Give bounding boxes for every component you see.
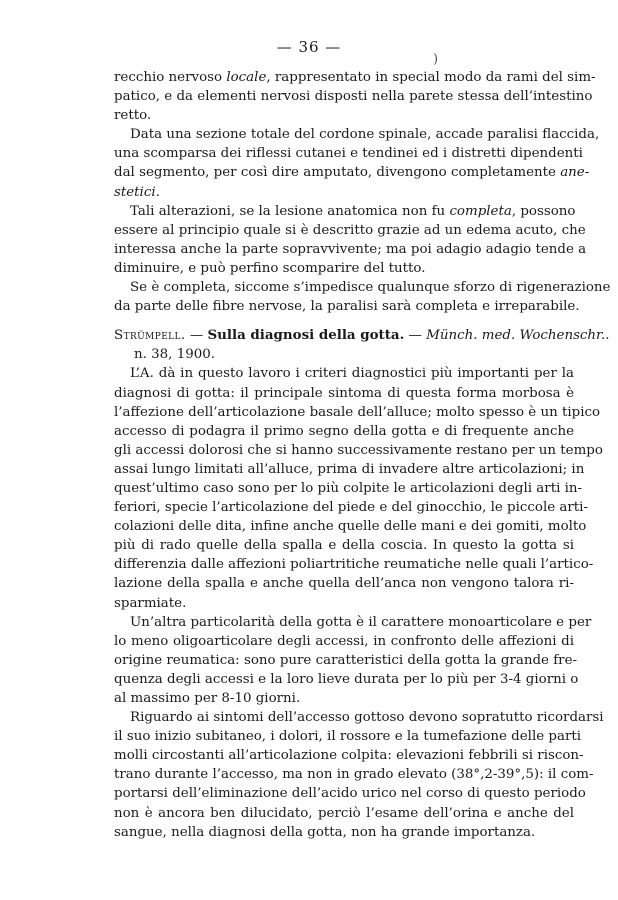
text-line: dal segmento, per così dire amputato, divengono completamente ane- [114,165,590,181]
text-line: differenzia dalle affezioni poliartritiche reumatiche nelle quali l’artico- [114,557,594,573]
text-line: diminuire, e può perfino scomparire del tutto. [114,260,426,276]
article-heading: Strümpell. — Sulla diagnosi della gotta. — Münch. med. Wochenschr.. [114,327,610,344]
text-line: Tali alterazioni, se la lesione anatomica non fu completa, possono [130,203,576,219]
text-line: Data una sezione totale del cordone spinale, accade paralisi flaccida, [130,127,600,143]
text-line: recchio nervoso locale, rappresentato in special modo da rami del sim- [114,70,596,85]
text-line: portarsi dell’eliminazione dell’acido urico nel corso di questo periodo [114,786,586,802]
text-line: sangue, nella diagnosi della gotta, non ha grande importanza. [114,824,536,840]
text-line: lo meno oligoarticolare degli accessi, in confronto delle affezioni di [114,633,574,649]
text-line: essere al principio quale si è descritto grazie ad un edema acuto, che [114,222,586,238]
text-line: trano durante l’accesso, ma non in grado elevato (38°,2-39°,5): il com- [114,767,594,783]
article-citation: n. 38, 1900. [134,347,216,363]
text-line: patico, e da elementi nervosi disposti nella parete stessa dell’intestino [114,89,593,105]
text-line: Riguardo ai sintomi dell’accesso gottoso devono sopratutto ricordarsi [130,710,604,726]
article-author: Strümpell. [114,328,186,344]
text-line: al massimo per 8-10 giorni. [114,691,301,706]
text-line: Se è completa, siccome s’impedisce qualunque sforzo di rigenerazione [130,280,611,296]
text-line: molli circostanti all’articolazione colpita: elevazioni febbrili si riscon- [114,748,584,764]
text-line: stetici. [114,184,160,200]
text-line: origine reumatica: sono pure caratteristici della gotta la grande fre- [114,652,578,668]
text-line: non è ancora ben dilucidato, perciò l’esame dell’orina e anche del [114,805,574,821]
text-line: colazioni delle dita, infine anche quelle delle mani e dei gomiti, molto [114,519,587,535]
text-line: diagnosi di gotta: il principale sintoma di questa forma morbosa è [114,385,574,401]
text-line: lazione della spalla e anche quella dell’anca non vengono talora ri- [114,576,574,592]
body-text [114,68,611,842]
margin-mark: ) [433,52,439,67]
text-line: da parte delle fibre nervose, la paralisi sarà completa e irreparabile. [114,299,580,315]
text-line: retto. [114,108,152,124]
article-title: Sulla diagnosi della gotta. [207,327,405,344]
text-line: sparmiate. [114,595,187,611]
text-line: gli accessi dolorosi che si hanno successivamente restano per un tempo [114,442,603,458]
text-line: una scomparsa dei riflessi cutanei e tendinei ed i distretti dipendenti [114,146,583,162]
text-line: L’A. dà in questo lavoro i criteri diagnostici più importanti per la [130,366,574,382]
text-line: l’affezione dell’articolazione basale dell’alluce; molto spesso è un tipico [114,404,601,420]
text-line: assai lungo limitati all’alluce, prima di invadere altre articolazioni; in [114,461,585,477]
text-line: accesso di podagra il primo segno della gotta e di frequente anche [114,423,574,439]
text-line: interessa anche la parte sopravvivente; ma poi adagio adagio tende a [114,241,587,257]
text-line: più di rado quelle della spalla e della coscia. In questo la gotta si [114,538,574,554]
article-journal: Münch. med. Wochenschr. [426,328,606,344]
text-line: il suo inizio subitaneo, i dolori, il rossore e la tumefazione delle parti [114,729,582,745]
page-number: — 36 — [276,38,342,56]
text-line: feriori, specie l’articolazione del piede e del ginocchio, le piccole arti- [114,500,588,516]
text-line: quest’ultimo caso sono per lo più colpite le articolazioni degli arti in- [114,480,583,496]
text-line: Un’altra particolarità della gotta è il carattere monoarticolare e per [130,614,592,630]
text-line: quenza degli accessi e la loro lieve durata per lo più per 3-4 giorni o [114,671,579,687]
